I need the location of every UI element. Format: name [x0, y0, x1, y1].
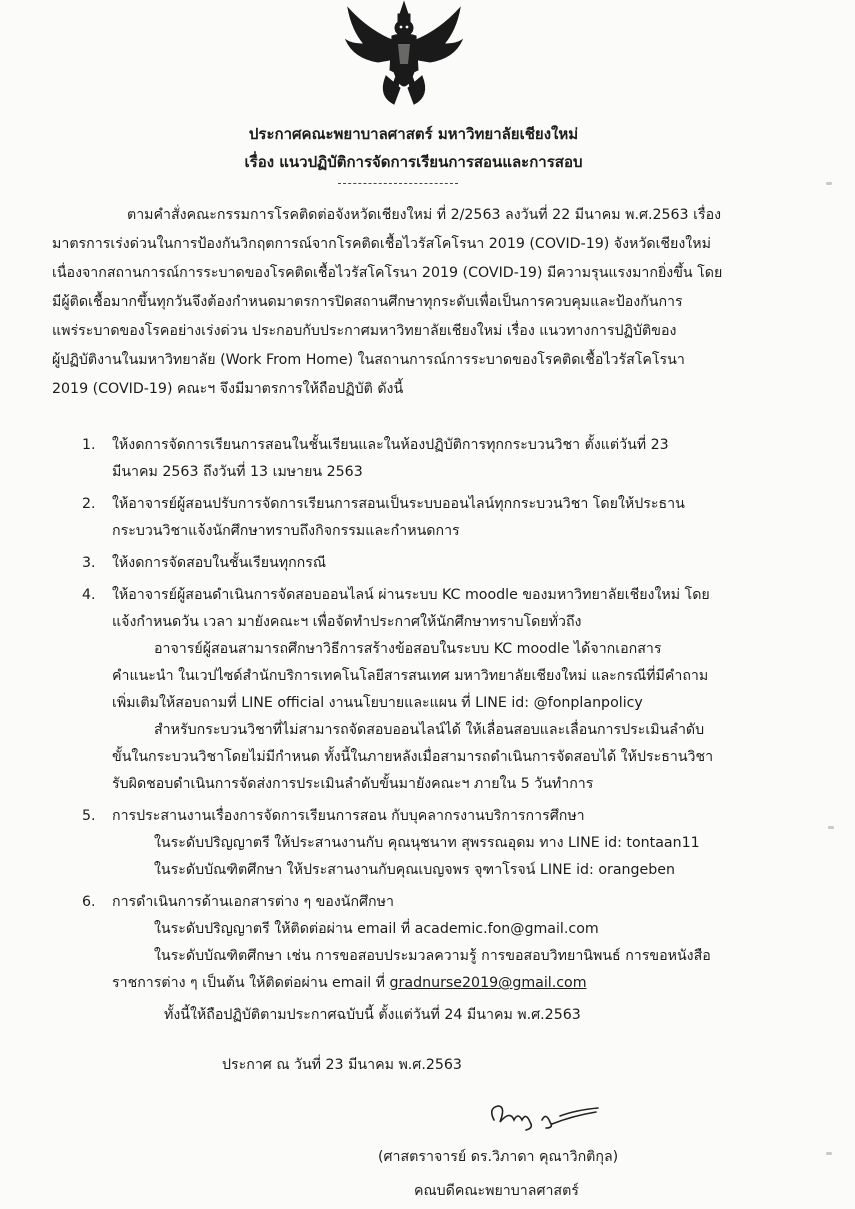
item-line: ให้อาจารย์ผู้สอนดำเนินการจัดสอบออนไลน์ ผ่านระบบ KC moodle ของมหาวิทยาลัยเชียงใหม่ โดย — [112, 587, 710, 603]
intro-line: มาตรการเร่งด่วนในการป้องกันวิกฤตการณ์จากโรคติดเชื้อไวรัสโคโรนา 2019 (COVID-19) จังหวัดเชียงใหม่ — [52, 236, 711, 252]
scan-speck — [826, 1152, 832, 1155]
intro-line: เนื่องจากสถานการณ์การระบาดของโรคติดเชื้อไวรัสโคโรนา 2019 (COVID-19) มีความรุนแรงมากยิ่งขึ้น โดย — [52, 265, 723, 281]
measures-list — [82, 432, 782, 997]
signatory-name: (ศาสตราจารย์ ดร.วิภาดา คุณาวิกติกุล) — [378, 1149, 619, 1165]
item-number: 1. — [82, 437, 96, 453]
list-item — [82, 491, 782, 545]
intro-line: ผู้ปฏิบัติงานในมหาวิทยาลัย (Work From Home) ในสถานการณ์การระบาดของโรคติดเชื้อไวรัสโคโรนา — [52, 352, 685, 368]
item-subparagraph — [82, 717, 782, 798]
list-item — [82, 582, 782, 798]
item-line: การประสานงานเรื่องการจัดการเรียนการสอน กับบุคลากรงานบริการการศึกษา — [112, 808, 585, 824]
item-number: 6. — [82, 894, 96, 910]
signatory-position: คณบดีคณะพยาบาลศาสตร์ — [414, 1183, 579, 1199]
item-line: ในระดับบัณฑิตศึกษา ให้ประสานงานกับคุณเบญจพร จุฑาโรจน์ LINE id: orangeben — [154, 862, 675, 878]
intro-line: ตามคำสั่งคณะกรรมการโรคติดต่อจังหวัดเชียงใหม่ ที่ 2/2563 ลงวันที่ 22 มีนาคม พ.ศ.2563 เรื่อง — [127, 207, 722, 223]
item-line: ในระดับปริญญาตรี ให้ประสานงานกับ คุณนุชนาท สุพรรณอุดม ทาง LINE id: tontaan11 — [154, 835, 700, 851]
intro-paragraph — [52, 201, 772, 404]
item-line: คำแนะนำ ในเวปไซด์สำนักบริการเทคโนโลยีสารสนเทศ มหาวิทยาลัยเชียงใหม่ และกรณีที่มีคำถาม — [112, 668, 709, 684]
item-line: เพิ่มเติมให้สอบถามที่ LINE official งานนโยบายและแผน ที่ LINE id: @fonplanpolicy — [112, 695, 643, 711]
item-line: การดำเนินการด้านเอกสารต่าง ๆ ของนักศึกษา — [112, 894, 394, 910]
intro-line: มีผู้ติดเชื้อมากขึ้นทุกวันจึงต้องกำหนดมาตรการปิดสถานศึกษาทุกระดับเพื่อเป็นการควบคุมและป้องกันการ — [52, 294, 683, 310]
email-link[interactable]: gradnurse2019@gmail.com — [389, 975, 587, 991]
item-line: ขั้นในกระบวนวิชาโดยไม่มีกำหนด ทั้งนี้ในภายหลังเมื่อสามารถดำเนินการจัดสอบได้ ให้ประธานวิชา — [112, 749, 714, 765]
item-line: สำหรับกระบวนวิชาที่ไม่สามารถจัดสอบออนไลน์ได้ ให้เลื่อนสอบและเลื่อนการประเมินลำดับ — [154, 722, 705, 738]
item-number: 2. — [82, 496, 96, 512]
item-number: 5. — [82, 808, 96, 824]
intro-line: แพร่ระบาดของโรคอย่างเร่งด่วน ประกอบกับประกาศมหาวิทยาลัยเชียงใหม่ เรื่อง แนวทางการปฏิบัติของ — [52, 323, 677, 339]
scan-speck — [826, 182, 832, 185]
item-line: แจ้งกำหนดวัน เวลา มายังคณะฯ เพื่อจัดทำประกาศให้นักศึกษาทราบโดยทั่วถึง — [112, 614, 582, 630]
item-line: ในระดับปริญญาตรี ให้ติดต่อผ่าน email ที่ academic.fon@gmail.com — [154, 921, 599, 937]
announcement-subject: เรื่อง แนวปฏิบัติการจัดการเรียนการสอนและการสอบ — [244, 153, 583, 171]
item-line: ให้งดการจัดการเรียนการสอนในชั้นเรียนและในห้องปฏิบัติการทุกกระบวนวิชา ตั้งแต่วันที่ 23 — [112, 437, 669, 453]
list-item — [82, 432, 782, 486]
item-line: มีนาคม 2563 ถึงวันที่ 13 เมษายน 2563 — [112, 464, 363, 480]
item-line: ในระดับบัณฑิตศึกษา เช่น การขอสอบประมวลความรู้ การขอสอบวิทยานิพนธ์ การขอหนังสือ — [154, 948, 711, 964]
intro-line: 2019 (COVID-19) คณะฯ จึงมีมาตรการให้ถือปฏิบัติ ดังนี้ — [52, 381, 404, 397]
item-subparagraph — [82, 636, 782, 717]
scan-speck — [828, 826, 834, 829]
effective-date-text: ทั้งนี้ให้ถือปฏิบัติตามประกาศฉบับนี้ ตั้งแต่วันที่ 24 มีนาคม พ.ศ.2563 — [164, 1007, 581, 1023]
list-item — [82, 550, 782, 577]
garuda-emblem — [338, 0, 470, 112]
item-line: ให้งดการจัดสอบในชั้นเรียนทุกกรณี — [112, 555, 327, 571]
item-number: 4. — [82, 587, 96, 603]
item-number: 3. — [82, 555, 96, 571]
item-line: อาจารย์ผู้สอนสามารถศึกษาวิธีการสร้างข้อสอบในระบบ KC moodle ได้จากเอกสาร — [154, 641, 662, 657]
handwritten-signature — [480, 1098, 600, 1142]
item-line: ให้อาจารย์ผู้สอนปรับการจัดการเรียนการสอนเป็นระบบออนไลน์ทุกกระบวนวิชา โดยให้ประธาน — [112, 496, 685, 512]
item-line: กระบวนวิชาแจ้งนักศึกษาทราบถึงกิจกรรมและกำหนดการ — [112, 523, 460, 539]
announcement-title: ประกาศคณะพยาบาลศาสตร์ มหาวิทยาลัยเชียงใหม่ — [248, 125, 579, 143]
list-item — [82, 803, 782, 884]
item-line: ราชการต่าง ๆ เป็นต้น ให้ติดต่อผ่าน email ที่ gradnurse2019@gmail.com — [112, 975, 587, 991]
title-divider — [338, 183, 458, 184]
list-item — [82, 889, 782, 997]
item-line: รับผิดชอบดำเนินการจัดส่งการประเมินลำดับขั้นมายังคณะฯ ภายใน 5 วันทำการ — [112, 776, 594, 792]
announced-date-text: ประกาศ ณ วันที่ 23 มีนาคม พ.ศ.2563 — [222, 1057, 462, 1073]
